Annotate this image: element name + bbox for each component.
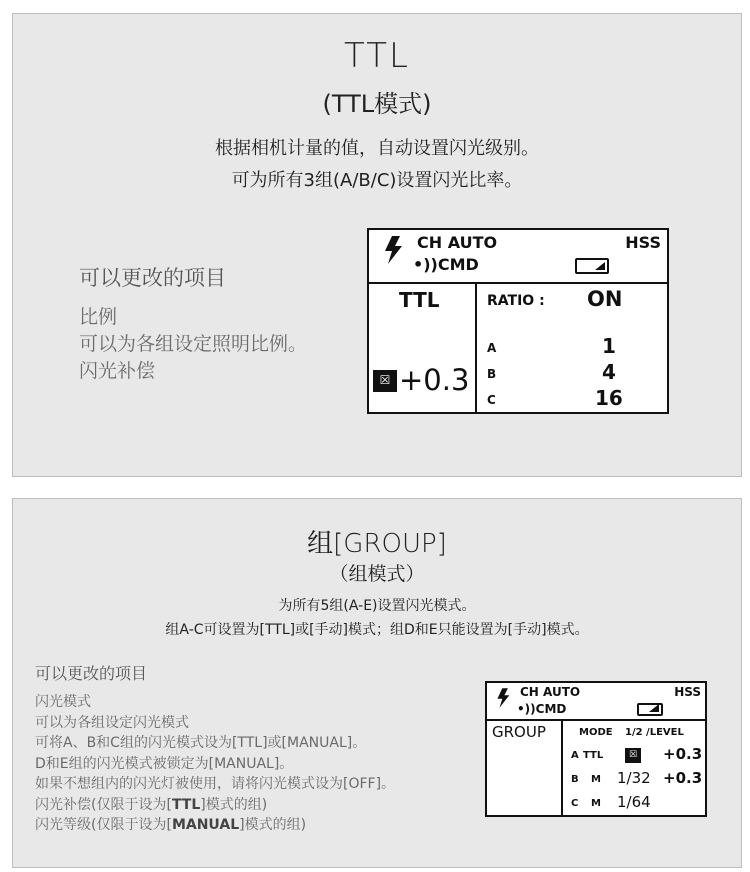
col-mode-header: MODE [579, 727, 613, 738]
ch-auto-label: CH AUTO [417, 233, 498, 252]
mode-label: TTL [399, 288, 440, 312]
row-b-group: B [571, 774, 579, 785]
mode-label: GROUP [492, 723, 546, 741]
feature-item: 如果不想组内的闪光灯被使用，请将闪光模式设为[OFF]。 [35, 776, 396, 792]
group-features [35, 661, 395, 835]
ratio-value: ON [587, 287, 623, 311]
row-b-mode: M [591, 774, 601, 785]
ttl-subtitle: (TTL模式) [322, 90, 432, 118]
feature-item-manual-level: 闪光等级(仅限于设为[MANUAL]模式的组) [35, 817, 307, 833]
row-c-group: C [571, 798, 579, 809]
feature-item: 闪光补偿 [79, 360, 156, 382]
group-desc-line2: 组A-C可设置为[TTL]或[手动]模式；组D和E只能设置为[手动]模式。 [165, 622, 589, 638]
ch-auto-label: CH AUTO [520, 685, 581, 699]
cmd-label: •))CMD [517, 702, 567, 716]
group-c-label: C [487, 393, 496, 407]
cmd-label: •))CMD [413, 255, 479, 274]
flash-comp-icon: ☒ [625, 748, 641, 763]
battery-icon [575, 258, 609, 274]
group-subtitle: （组模式） [329, 563, 425, 585]
group-b-value: 4 [602, 360, 616, 384]
row-a-level: +0.3 [663, 745, 703, 763]
ttl-desc-line1: 根据相机计量的值，自动设置闪光级别。 [215, 138, 539, 159]
group-desc-line1: 为所有5组(A-E)设置闪光模式。 [278, 598, 476, 614]
ttl-desc-line2: 可为所有3组(A/B/C)设置闪光比率。 [231, 170, 523, 191]
hss-label: HSS [625, 233, 661, 252]
features-title: 可以更改的项目 [35, 664, 148, 683]
row-c-frac: 1/64 [617, 793, 651, 811]
feature-item: D和E组的闪光模式被锁定为[MANUAL]。 [35, 755, 294, 772]
ttl-title: TTL [344, 36, 410, 76]
features-title: 可以更改的项目 [79, 266, 226, 290]
feature-item: 可将A、B和C组的闪光模式设为[TTL]或[MANUAL]。 [35, 735, 367, 751]
group-c-value: 16 [595, 386, 623, 410]
feature-item: 比例 [79, 306, 118, 328]
ttl-lcd-display [367, 228, 669, 414]
battery-icon [637, 703, 663, 716]
ttl-panel [12, 13, 742, 477]
ttl-features [79, 262, 307, 383]
row-a-group: A [571, 750, 579, 761]
group-title: 组[GROUP] [307, 529, 447, 559]
group-lcd-display [485, 681, 707, 817]
flash-bolt-icon [383, 236, 403, 264]
col-level-header: 1/2 /LEVEL [625, 727, 684, 738]
row-b-frac: 1/32 [617, 769, 651, 787]
feature-item: 闪光模式 [35, 694, 91, 710]
feature-item: 可以为各组设定照明比例。 [79, 333, 308, 355]
feature-item-ttl-comp: 闪光补偿(仅限于设为[TTL]模式的组) [35, 796, 268, 813]
row-a-mode: TTL [583, 750, 604, 761]
feature-item: 可以为各组设定闪光模式 [35, 714, 189, 731]
comp-value: +0.3 [399, 363, 470, 397]
group-a-label: A [487, 341, 497, 355]
row-c-mode: M [591, 798, 601, 809]
row-b-level: +0.3 [663, 769, 703, 787]
hss-label: HSS [674, 685, 701, 699]
ratio-label: RATIO : [487, 293, 545, 309]
group-panel [12, 498, 742, 868]
flash-comp-icon: ☒ [373, 370, 397, 392]
flash-bolt-icon [496, 688, 510, 708]
group-a-value: 1 [602, 334, 616, 358]
group-b-label: B [487, 367, 497, 381]
